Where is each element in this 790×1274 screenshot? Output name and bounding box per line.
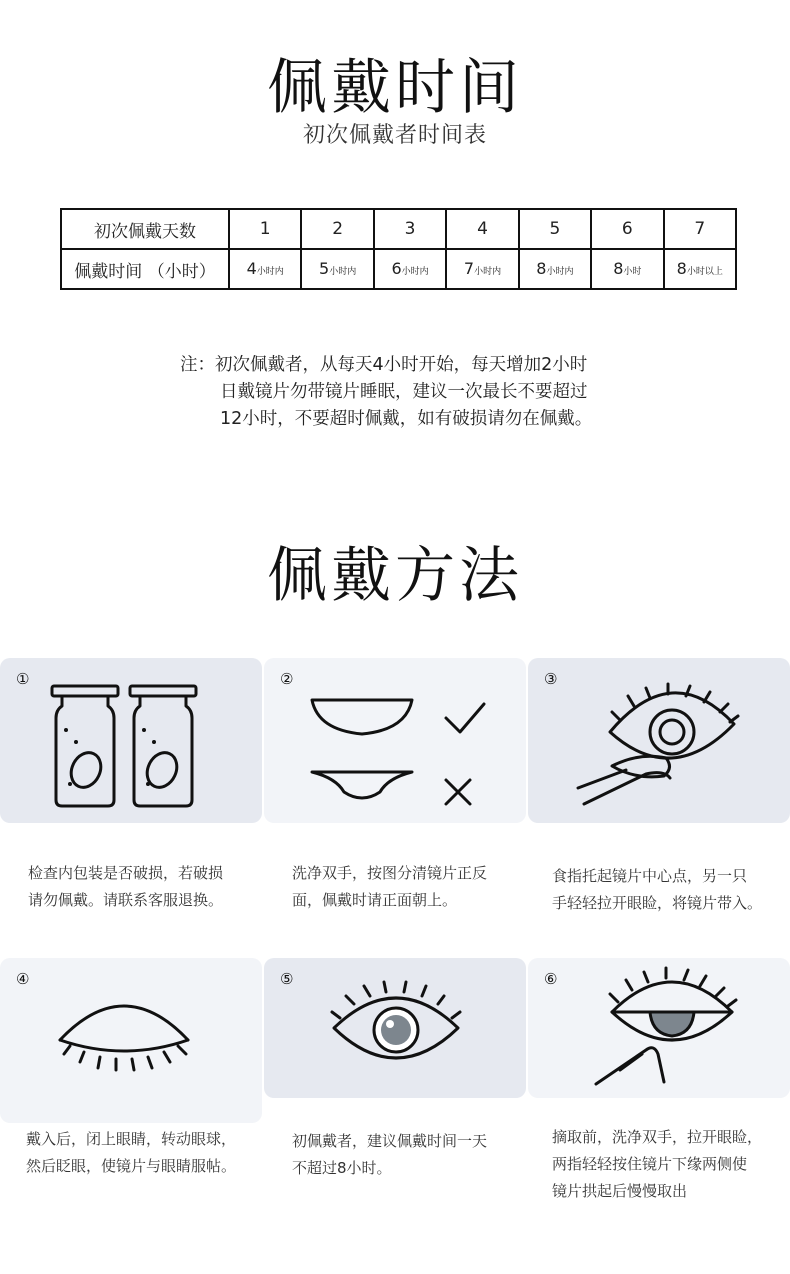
step-panel-5 — [264, 958, 526, 1098]
lens-vials-icon — [0, 658, 262, 823]
step-panel-6 — [528, 958, 790, 1098]
step-badge: ⑥ — [544, 970, 558, 988]
day-cell: 1 — [229, 209, 301, 249]
step-badge: ④ — [16, 970, 30, 988]
step-caption-1 — [28, 860, 263, 914]
step-badge: ③ — [544, 670, 558, 688]
day-cell: 7 — [664, 209, 736, 249]
remove-lens-icon — [528, 958, 790, 1098]
hours-value: 8 — [536, 259, 547, 278]
section-title-wear-time: 佩戴时间 — [267, 53, 523, 123]
note-line: 日戴镜片勿带镜片睡眠，建议一次最长不要超过 — [220, 382, 588, 402]
step-caption-6 — [552, 1124, 782, 1205]
hours-cell — [374, 249, 446, 289]
hours-unit: 小时 — [623, 267, 642, 277]
caption-line: 食指托起镜片中心点，另一只 — [552, 867, 748, 885]
hours-value: 6 — [391, 259, 402, 278]
caption-line: 然后眨眼，使镜片与眼睛服帖。 — [26, 1157, 237, 1175]
step-badge: ⑤ — [280, 970, 294, 988]
caption-line: 初佩戴者，建议佩戴时间一天 — [292, 1132, 488, 1150]
hours-value: 5 — [319, 259, 330, 278]
hours-unit: 小时内 — [329, 267, 357, 277]
step-panel-3 — [528, 658, 790, 823]
caption-line: 面，佩戴时请正面朝上。 — [292, 891, 458, 909]
hours-value: 8 — [613, 259, 624, 278]
wear-note — [180, 352, 700, 433]
caption-line: 戴入后，闭上眼睛，转动眼球， — [26, 1130, 237, 1148]
day-cell: 3 — [374, 209, 446, 249]
row-label-days: 初次佩戴天数 — [61, 209, 229, 249]
hours-value: 4 — [246, 259, 257, 278]
day-cell: 5 — [519, 209, 591, 249]
note-line: 12小时，不要超时佩戴，如有破损请勿在佩戴。 — [220, 409, 593, 429]
caption-line: 请勿佩戴。请联系客服退换。 — [28, 891, 224, 909]
hours-cell — [446, 249, 518, 289]
hours-cell — [301, 249, 373, 289]
closed-eye-icon — [0, 958, 262, 1098]
lens-orientation-icon — [264, 658, 526, 823]
hours-unit: 小时内 — [546, 267, 574, 277]
caption-line: 两指轻轻按住镜片下缘两侧使 — [552, 1155, 748, 1173]
hours-cell — [591, 249, 663, 289]
caption-line: 不超过8小时。 — [292, 1159, 392, 1177]
caption-line: 洗净双手，按图分清镜片正反 — [292, 864, 488, 882]
row-label-hours: 佩戴时间 （小时） — [61, 249, 229, 289]
hours-value: 7 — [463, 259, 475, 278]
hours-cell — [519, 249, 591, 289]
section-title-wear-method: 佩戴方法 — [267, 541, 523, 611]
caption-line: 摘取前，洗净双手，拉开眼睑， — [552, 1128, 763, 1146]
hours-unit: 小时内 — [401, 267, 429, 277]
hours-unit: 小时内 — [256, 267, 284, 277]
step-panel-2 — [264, 658, 526, 823]
hours-value: 8 — [676, 259, 687, 278]
table-row-days — [61, 209, 736, 249]
step-caption-3 — [552, 863, 782, 917]
step-badge: ① — [16, 670, 30, 688]
hours-unit: 小时以上 — [686, 267, 723, 277]
step-badge: ② — [280, 670, 294, 688]
day-cell: 4 — [446, 209, 518, 249]
hours-unit: 小时内 — [474, 267, 502, 277]
step-panel-1 — [0, 658, 262, 823]
step-caption-5 — [292, 1128, 527, 1182]
day-cell: 6 — [591, 209, 663, 249]
wear-schedule-table — [60, 208, 737, 290]
section-subtitle: 初次佩戴者时间表 — [302, 123, 487, 148]
step-panel-4 — [0, 958, 262, 1123]
table-row-hours — [61, 249, 736, 289]
step-caption-2 — [292, 860, 527, 914]
day-cell: 2 — [301, 209, 373, 249]
hours-cell — [229, 249, 301, 289]
insert-lens-icon — [528, 658, 790, 823]
caption-line: 手轻轻拉开眼睑，将镜片带入。 — [552, 894, 763, 912]
hours-cell — [664, 249, 736, 289]
note-line: 注：初次佩戴者，从每天4小时开始，每天增加2小时 — [180, 355, 588, 375]
open-eye-icon — [264, 958, 526, 1098]
caption-line: 检查内包装是否破损，若破损 — [28, 864, 224, 882]
step-caption-4 — [26, 1126, 261, 1180]
caption-line: 镜片拱起后慢慢取出 — [552, 1182, 688, 1200]
